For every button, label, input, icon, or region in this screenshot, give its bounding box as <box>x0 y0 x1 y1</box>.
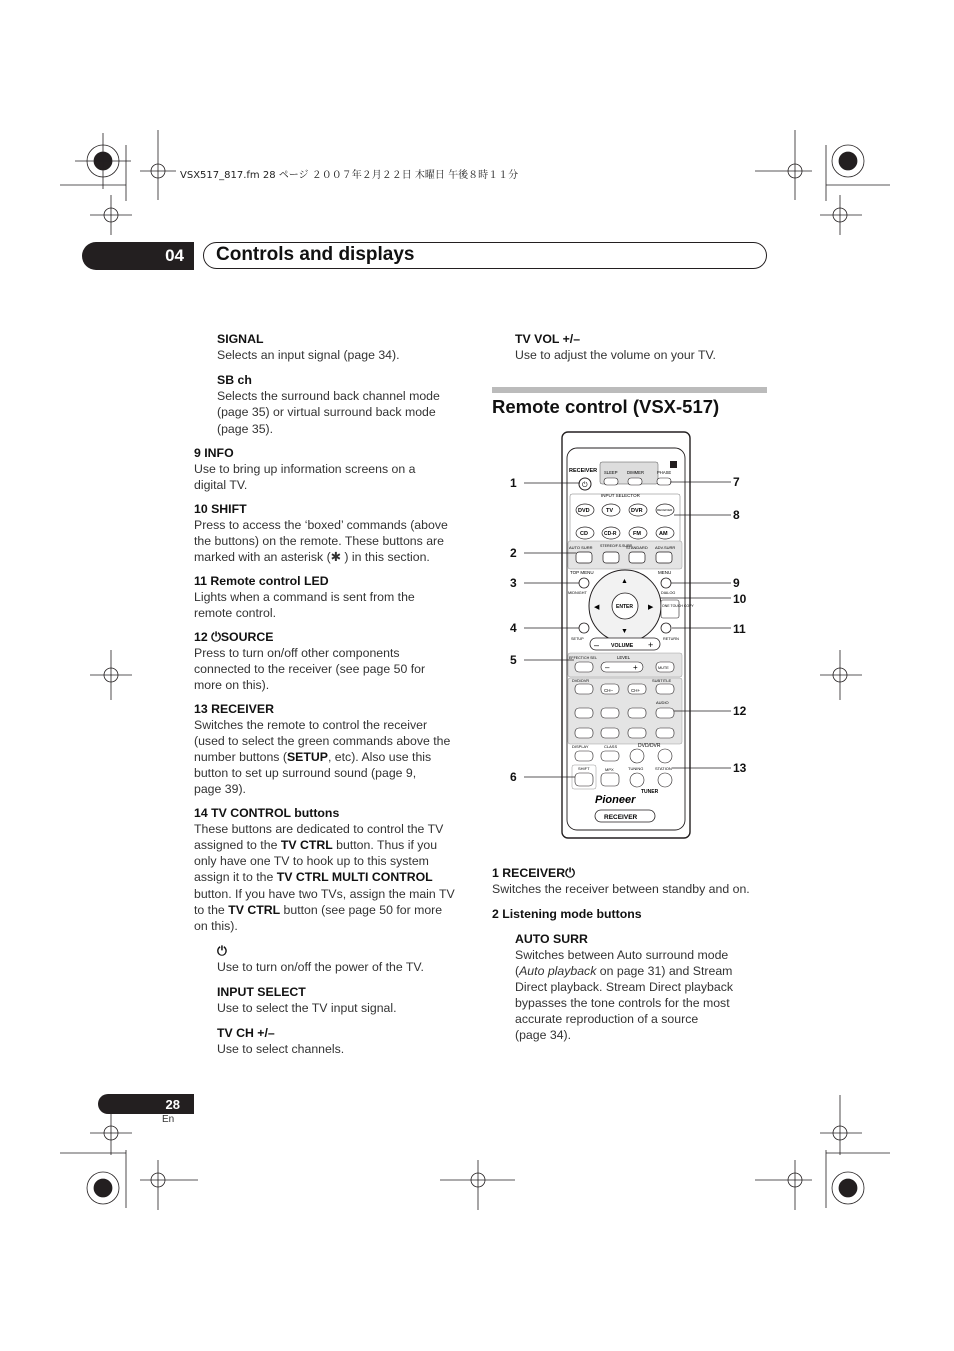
tvcontrol-body-5: button. If you have two TVs, assign the main TV <box>194 887 455 901</box>
svg-text:EFFECT/CH SEL: EFFECT/CH SEL <box>569 656 597 660</box>
receiver-body-3: number buttons (SETUP, etc). Also use this <box>194 750 432 764</box>
svg-text:VOLUME: VOLUME <box>611 643 634 649</box>
svg-text:MENU: MENU <box>658 570 672 575</box>
signal-body: Selects an input signal (page 34). <box>217 348 400 362</box>
svg-text:ADV.SURR: ADV.SURR <box>655 545 676 550</box>
svg-text:AUDIO: AUDIO <box>656 700 669 705</box>
shift-heading: 10 SHIFT <box>194 502 247 516</box>
tvcontrol-body-3: only have one TV to hook up to this system <box>194 854 429 868</box>
autosurr-body-6: (page 34). <box>515 1028 572 1042</box>
info-body-2: digital TV. <box>194 478 248 492</box>
callout-1: 1 <box>510 476 517 490</box>
tvvol-body: Use to adjust the volume on your TV. <box>515 348 716 362</box>
svg-text:RECEIVER: RECEIVER <box>604 814 638 821</box>
svg-text:TOP MENU: TOP MENU <box>570 570 594 575</box>
tvcontrol-body-4: assign it to the TV CTRL MULTI CONTROL <box>194 870 433 884</box>
svg-text:STANDARD: STANDARD <box>626 545 648 550</box>
callout-10: 10 <box>733 592 747 606</box>
callout-4: 4 <box>510 621 517 635</box>
sbch-body-2: (page 35) or virtual surround back mode <box>217 405 436 419</box>
page-number: 28 <box>98 1094 194 1114</box>
svg-text:INPUT SELECTOR: INPUT SELECTOR <box>601 493 640 498</box>
signal-heading: SIGNAL <box>217 332 264 346</box>
info-body-1: Use to bring up information screens on a <box>194 462 416 476</box>
tvch-body: Use to select channels. <box>217 1042 345 1056</box>
print-header: VSX517_817.fm 28 ページ ２００７年２月２２日 木曜日 午後８時１１分 <box>180 170 519 181</box>
svg-text:TUNING: TUNING <box>628 766 644 771</box>
svg-text:MIDNIGHT: MIDNIGHT <box>568 591 587 595</box>
info-heading: 9 INFO <box>194 446 234 460</box>
svg-text:⏻: ⏻ <box>582 482 588 489</box>
svg-text:STEREO/F.S.SURR: STEREO/F.S.SURR <box>600 544 633 548</box>
svg-text:LEVEL: LEVEL <box>617 655 631 660</box>
svg-text:DVD/DVR: DVD/DVR <box>638 743 661 749</box>
svg-text:DISPLAY: DISPLAY <box>572 744 589 749</box>
led-body-1: Lights when a command is sent from the <box>194 590 415 604</box>
svg-text:DVD: DVD <box>578 508 590 514</box>
inputselect-heading: INPUT SELECT <box>217 985 306 999</box>
svg-text:CH+: CH+ <box>631 688 641 693</box>
svg-text:▶: ▶ <box>648 604 654 611</box>
tvvol-heading: TV VOL +/– <box>515 332 581 346</box>
page-lang: En <box>162 1114 175 1125</box>
autosurr-body-5: accurate reproduction of a source <box>515 1012 699 1026</box>
svg-text:RECEIVER: RECEIVER <box>657 508 673 512</box>
svg-text:CD: CD <box>580 531 588 537</box>
receiver-body-5: page 39). <box>194 782 246 796</box>
svg-text:ONE TOUCH COPY: ONE TOUCH COPY <box>662 604 694 608</box>
svg-text:CD-R: CD-R <box>604 531 617 537</box>
chapter-title: Controls and displays <box>216 244 415 265</box>
svg-text:SETUP: SETUP <box>571 637 584 641</box>
power-body: Use to turn on/off the power of the TV. <box>217 960 424 974</box>
svg-text:CH–: CH– <box>604 688 614 693</box>
svg-text:RETURN: RETURN <box>663 637 679 641</box>
item2-heading: 2 Listening mode buttons <box>492 907 642 921</box>
svg-text:MPX: MPX <box>605 767 614 772</box>
svg-text:SUBTITLE: SUBTITLE <box>652 678 672 683</box>
autosurr-heading: AUTO SURR <box>515 932 588 946</box>
source-body-1: Press to turn on/off other components <box>194 646 400 660</box>
callout-5: 5 <box>510 653 517 667</box>
svg-text:▲: ▲ <box>621 578 628 585</box>
section-rule <box>492 387 767 393</box>
callout-7: 7 <box>733 475 740 489</box>
svg-text:MUTE: MUTE <box>658 666 669 670</box>
svg-text:▼: ▼ <box>621 628 628 635</box>
svg-text:DVR: DVR <box>631 508 643 514</box>
svg-text:SHIFT: SHIFT <box>578 766 590 771</box>
svg-text:TUNER: TUNER <box>641 789 659 795</box>
item1-body: Switches the receiver between standby and on. <box>492 882 750 896</box>
svg-text:–: – <box>605 663 610 672</box>
shift-body-3: marked with an asterisk (✱ ) in this section. <box>194 550 430 564</box>
svg-text:CLASS: CLASS <box>604 744 618 749</box>
autosurr-body-1: Switches between Auto surround mode <box>515 948 729 962</box>
chapter-number: 04 <box>82 242 194 270</box>
source-body-2: connected to the receiver (see page 50 for <box>194 662 426 676</box>
callout-12: 12 <box>733 704 747 718</box>
svg-text:+: + <box>633 663 638 672</box>
svg-text:AM: AM <box>659 531 668 537</box>
autosurr-body-4: bypasses the tone controls for the most <box>515 996 730 1010</box>
item1-heading: 1 RECEIVER⏻ <box>492 866 575 880</box>
sbch-body-1: Selects the surround back channel mode <box>217 389 440 403</box>
source-body-3: more on this). <box>194 678 270 692</box>
callout-11: 11 <box>733 622 746 636</box>
sbch-heading: SB ch <box>217 373 252 387</box>
svg-text:STATION: STATION <box>655 766 672 771</box>
receiver-heading: 13 RECEIVER <box>194 702 274 716</box>
svg-text:–: – <box>594 640 600 650</box>
led-body-2: remote control. <box>194 606 277 620</box>
svg-text:DVD/DVR: DVD/DVR <box>572 679 590 683</box>
inputselect-body: Use to select the TV input signal. <box>217 1001 397 1015</box>
lbl-receiver: RECEIVER <box>569 468 598 474</box>
tvcontrol-body-1: These buttons are dedicated to control the TV <box>194 822 444 836</box>
receiver-body-4: button to set up surround sound (page 9, <box>194 766 417 780</box>
tvch-heading: TV CH +/– <box>217 1026 275 1040</box>
autosurr-body-3: Direct playback. Stream Direct playback <box>515 980 734 994</box>
receiver-body-1: Switches the remote to control the receiver <box>194 718 428 732</box>
shift-body-2: the buttons) on the remote. These buttons are <box>194 534 444 548</box>
callout-8: 8 <box>733 508 740 522</box>
callout-9: 9 <box>733 576 740 590</box>
svg-text:DIALOG: DIALOG <box>661 591 676 595</box>
section-title: Remote control (VSX-517) <box>492 396 720 417</box>
shift-body-1: Press to access the ‘boxed’ commands (above <box>194 518 448 532</box>
autosurr-body-2: (Auto playback on page 31) and Stream <box>515 964 733 978</box>
callout-13: 13 <box>733 761 747 775</box>
svg-text:PHASE: PHASE <box>657 470 672 475</box>
sbch-body-3: (page 35). <box>217 422 274 436</box>
callout-6: 6 <box>510 770 517 784</box>
svg-text:SLEEP: SLEEP <box>604 470 618 475</box>
source-heading: 12 ⏻SOURCE <box>194 630 274 644</box>
svg-text:+: + <box>648 640 654 650</box>
svg-text:ENTER: ENTER <box>616 604 633 610</box>
tvcontrol-body-6: to the TV CTRL button (see page 50 for more <box>194 903 443 917</box>
receiver-body-2: (used to select the green commands above the <box>194 734 451 748</box>
svg-text:TV: TV <box>606 508 614 514</box>
callout-3: 3 <box>510 576 517 590</box>
pioneer-logo: Pioneer <box>595 794 636 806</box>
power-heading: ⏻ <box>217 944 227 958</box>
tvcontrol-body-2: assigned to the TV CTRL button. Thus if you <box>194 838 438 852</box>
callout-2: 2 <box>510 546 517 560</box>
svg-text:◀: ◀ <box>594 604 600 611</box>
led-heading: 11 Remote control LED <box>194 574 329 588</box>
svg-text:FM: FM <box>633 531 641 537</box>
svg-text:AUTO SURR: AUTO SURR <box>569 545 593 550</box>
svg-text:DIMMER: DIMMER <box>627 470 644 475</box>
tvcontrol-heading: 14 TV CONTROL buttons <box>194 806 340 820</box>
tvcontrol-body-7: on this). <box>194 919 238 933</box>
remote-control-diagram <box>500 428 762 848</box>
